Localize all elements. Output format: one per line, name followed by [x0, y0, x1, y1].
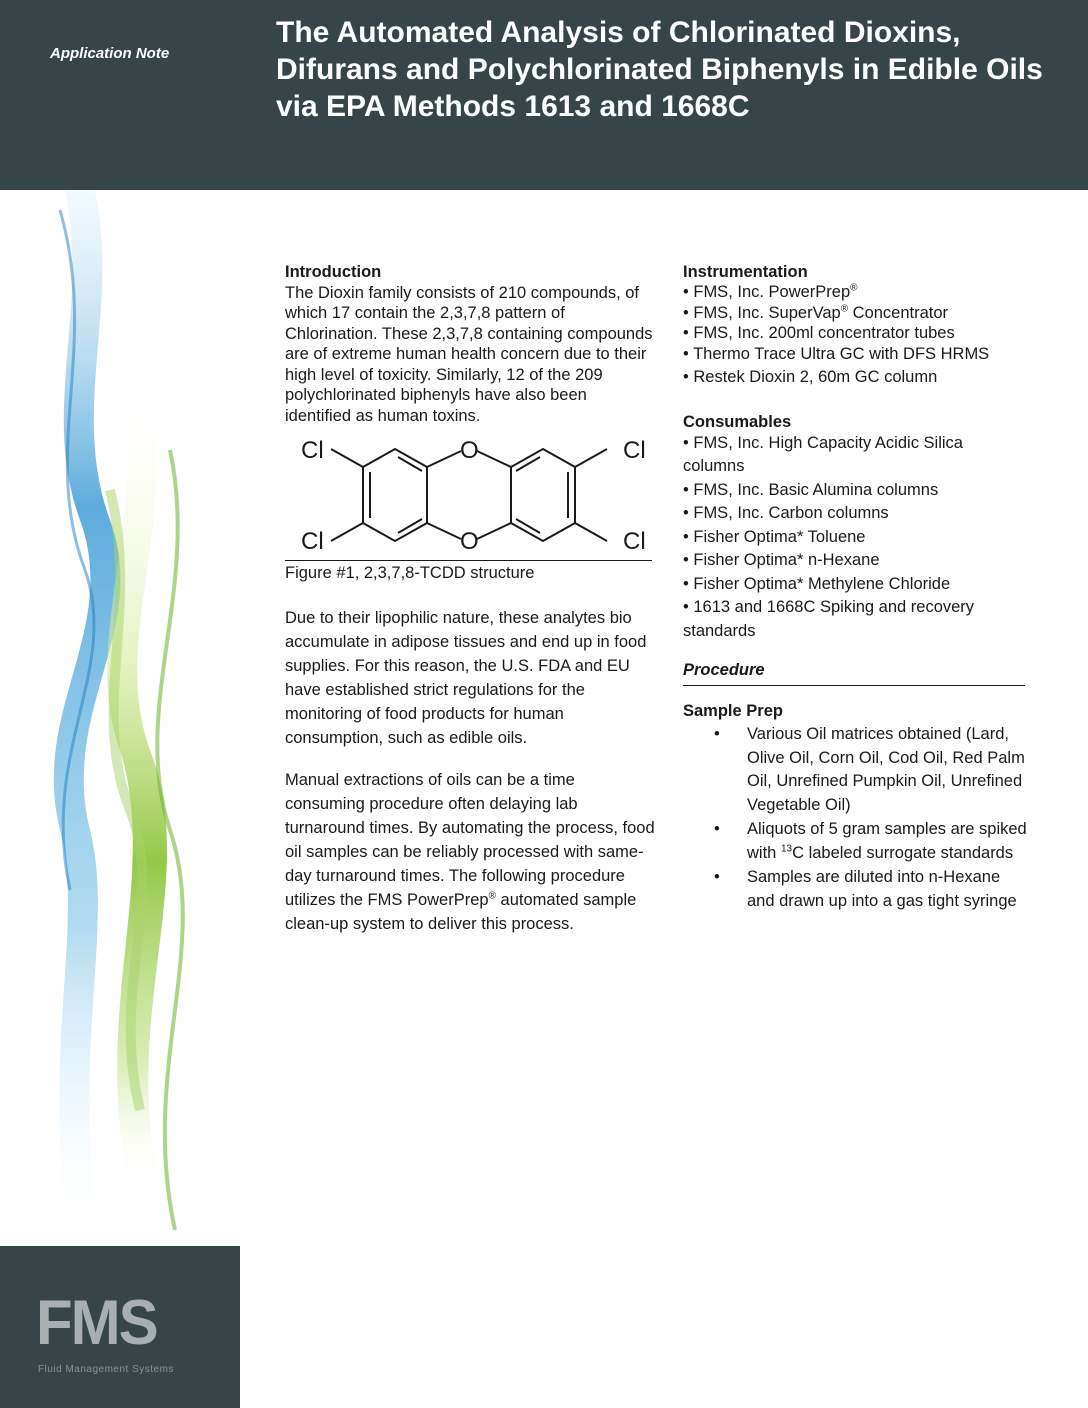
instrumentation-heading: Instrumentation	[683, 263, 808, 281]
consumables-item: • Fisher Optima* Methylene Chloride	[683, 574, 951, 593]
instrumentation-list	[683, 282, 1027, 388]
consumables-item: • FMS, Inc. High Capacity Acidic Silica columns	[683, 433, 963, 475]
bullet-icon: •	[714, 820, 720, 838]
sample-prep-heading: Sample Prep	[683, 701, 783, 720]
sample-prep-item: • Various Oil matrices obtained (Lard, Olive Oil, Corn Oil, Cod Oil, Red Palm Oil, Unrefined Pumpkin Oil, Unrefined Vegetable Oil)	[714, 725, 1025, 814]
decorative-swirl-image	[0, 190, 240, 1246]
fms-logo: FMS	[36, 1287, 157, 1358]
header-banner	[0, 0, 1088, 190]
tcdd-structure-figure	[285, 436, 652, 584]
consumables-heading: Consumables	[683, 412, 792, 431]
automation-paragraph: Manual extractions of oils can be a time consuming procedure often delaying lab turnaround times. By automating the process, food oil samples can be reliably processed with same-day turnaround times. The following procedure utilizes the FMS PowerPrep® automated sample clean-up system to deliver this process.	[285, 770, 655, 933]
introduction-body: The Dioxin family consists of 210 compounds, of which 17 contain the 2,3,7,8 pattern of Chlorination. These 2,3,7,8 containing compounds are of extreme human health concern due to their high level of toxicity. Similarly, 12 of the 209 polychlorinated biphenyls have also been identified as human toxins.	[285, 283, 653, 425]
instrumentation-item: • FMS, Inc. PowerPrep®	[683, 282, 858, 301]
swirl-graphic	[0, 190, 240, 1246]
sample-prep-item: • Samples are diluted into n-Hexane and drawn up into a gas tight syringe	[714, 868, 1017, 910]
consumables-item: • FMS, Inc. Carbon columns	[683, 504, 889, 522]
chlorine-label: Cl	[301, 528, 324, 555]
document-type-label: Application Note	[50, 45, 170, 62]
consumables-item: • Fisher Optima* n-Hexane	[683, 551, 880, 569]
introduction-heading: Introduction	[285, 263, 382, 281]
tcdd-molecule-diagram	[285, 436, 652, 556]
sample-prep-item: • Aliquots of 5 gram samples are spiked with $^{13}$C labeled surrogate standards	[714, 820, 1027, 862]
consumables-item: • Fisher Optima* Toluene	[683, 527, 866, 546]
bullet-icon: •	[714, 868, 720, 886]
instrumentation-item: • FMS, Inc. SuperVap® Concentrator	[683, 303, 949, 322]
sample-prep-list	[683, 723, 1027, 913]
oxygen-label: O	[460, 528, 479, 555]
oxygen-label: O	[460, 437, 479, 464]
logo-tagline: Fluid Management Systems	[38, 1364, 174, 1375]
left-column	[285, 262, 657, 936]
page-title: The Automated Analysis of Chlorinated Dioxins, Difurans and Polychlorinated Biphenyls in Edible Oils via EPA Methods 1613 and 1668C	[276, 16, 1043, 123]
chlorine-label: Cl	[301, 437, 324, 464]
procedure-heading: Procedure	[683, 661, 765, 679]
consumables-item: • FMS, Inc. Basic Alumina columns	[683, 480, 939, 499]
chlorine-label: Cl	[623, 437, 646, 464]
logo-panel	[0, 1246, 240, 1408]
chlorine-label: Cl	[623, 528, 646, 555]
bullet-icon: •	[714, 725, 720, 743]
lipophilic-paragraph: Due to their lipophilic nature, these analytes bio accumulate in adipose tissues and end up in food supplies. For this reason, the U.S. FDA and EU have established strict regulations for the monitoring of food products for human consumption, such as edible oils.	[285, 608, 647, 747]
figure-caption: Figure #1, 2,3,7,8-TCDD structure	[285, 564, 535, 582]
registered-mark: ®	[488, 890, 496, 901]
instrumentation-item: • Restek Dioxin 2, 60m GC column	[683, 368, 938, 386]
figure-divider	[285, 560, 652, 561]
instrumentation-item: • Thermo Trace Ultra GC with DFS HRMS	[683, 344, 990, 363]
right-column	[683, 262, 1027, 914]
instrumentation-item: • FMS, Inc. 200ml concentrator tubes	[683, 324, 955, 342]
consumables-list	[683, 432, 1027, 644]
consumables-item: • 1613 and 1668C Spiking and recovery standards	[683, 598, 975, 640]
